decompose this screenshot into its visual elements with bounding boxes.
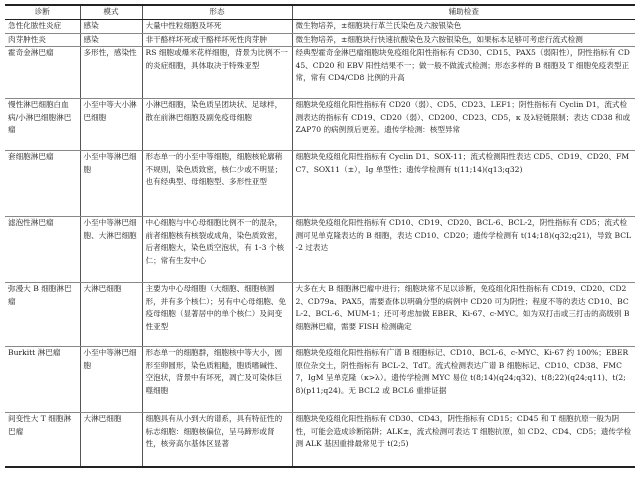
cell-pattern: 感染 xyxy=(80,20,142,34)
header-diagnosis: 诊断 xyxy=(5,5,80,20)
cell-pattern: 多形性，感染性 xyxy=(80,47,142,99)
cell-tests: 细胞块免疫组化阳性指标有广谱 B 细胞标记、CD10、BCL-6、c-MYC、Ki-67 约 100%；EBER 原位杂交土，阴性指标有 BCL-2、TdT。流式检测表达广谱 B 细胞标记、CD10、CD38、FMC7，IgM 呈单克隆（κ>λ）。遗传学检测 MYC 易位 t(8;14)(q24;q32)、t(8;22)(q24;q11)、t(2;8)(p11;q24)。无 BCL2 或 BCL6 重排证据 xyxy=(292,347,635,413)
lymphoma-diagnosis-table xyxy=(5,4,635,468)
cell-morphology: 中心细胞与中心母细胞比例不一的混杂，前者细胞核有核裂或成角，染色质致密，后者细胞大，染色质空泡状，有 1-3 个核仁；常有生发中心 xyxy=(142,217,292,283)
cell-morphology: 形态单一的小至中等细胞，细胞核轮廓稍不规则，染色质致密，核仁少或不明显；也有经典型、母细胞型、多形性亚型 xyxy=(142,151,292,217)
cell-diagnosis: 急性化脓性炎症 xyxy=(5,20,80,34)
cell-pattern: 小至中等淋巴细胞 xyxy=(80,347,142,413)
cell-diagnosis: 滤泡性淋巴瘤 xyxy=(5,217,80,283)
cell-morphology: 小淋巴细胞，染色质呈团块状、足球样，散在前淋巴细胞及副免疫母细胞 xyxy=(142,99,292,151)
cell-tests: 微生物培养，±细胞块行革兰氏染色及六胺银染色 xyxy=(292,20,635,34)
cell-tests: 细胞块免疫组化阳性指标有 CD20（弱）、CD5、CD23、LEF1；阴性指标有 Cyclin D1，流式检测表达的指标有 CD19、CD20（弱）、CD200、CD23、CD5，κ 及λ轻链限制；表达 CD38 和或 ZAP70 的病例预后更差。遗传学检测：核型异常 xyxy=(292,99,635,151)
cell-diagnosis: 弥漫大 B 细胞淋巴瘤 xyxy=(5,283,80,347)
cell-tests: 细胞块免疫组化阳性指标有 Cyclin D1、SOX-11；流式检测阳性表达 CD5、CD19、CD20、FMC7、SOX11（±），Ig 单型性；遗传学检测有 t(11;14)(q13;q32) xyxy=(292,151,635,217)
table-row xyxy=(5,47,635,99)
cell-tests: 经典型霍奇金淋巴瘤细胞块免疫组化阳性指标有 CD30、CD15、PAX5（弱阳性），阴性指标有 CD45、CD20 和 EBV 阳性结果不一；做一般不做流式检测；形态多样的 B 细胞及 T 细胞免疫表型正常，常有 CD4/CD8 比例的升高 xyxy=(292,47,635,99)
cell-morphology: 非干酪样坏死或干酪样坏死性肉芽肿 xyxy=(142,33,292,47)
cell-tests: 微生物培养，±细胞块行快速抗酸染色及六胺银染色，如果标本足够可考虑行流式检测 xyxy=(292,33,635,47)
cell-diagnosis: 套细胞淋巴瘤 xyxy=(5,151,80,217)
cell-pattern: 小至中等淋巴细胞 xyxy=(80,151,142,217)
cell-diagnosis: 慢性淋巴细胞白血病/小淋巴细胞淋巴瘤 xyxy=(5,99,80,151)
cell-tests: 细胞块免疫组化阳性指标有 CD10、CD19、CD20、BCL-6、BCL-2，阴性指标有 CD5；流式检测可见单克隆表达的 B 细胞，表达 CD10、CD20；遗传学检测有 t(14;18)(q32;q21)，导致 BCL-2 过表达 xyxy=(292,217,635,283)
cell-pattern: 大淋巴细胞 xyxy=(80,283,142,347)
table-row xyxy=(5,413,635,467)
cell-diagnosis: Burkitt 淋巴瘤 xyxy=(5,347,80,413)
cell-morphology: 形态单一的细胞群，细胞核中等大小，圆形至卵圆形，染色质粗糙，胞质嗜碱性、空泡状，背景中有坏死，凋亡及可染体巨噬细胞 xyxy=(142,347,292,413)
header-pattern: 模式 xyxy=(80,5,142,20)
cell-pattern: 小至中等淋巴细胞、大淋巴细胞 xyxy=(80,217,142,283)
header-ancillary-tests: 辅助检查 xyxy=(292,5,635,20)
cell-morphology: 细胞具有从小到大的谱系，具有特征性的标志细胞：细胞核偏位，呈马蹄形或肾性，核旁高尔基体区显著 xyxy=(142,413,292,467)
table-row xyxy=(5,283,635,347)
cell-morphology: RS 细胞或爆米花样细胞，背景为比例不一的炎症细胞，具体取决于特殊亚型 xyxy=(142,47,292,99)
cell-pattern: 小至中等大小淋巴细胞 xyxy=(80,99,142,151)
cell-pattern: 感染 xyxy=(80,33,142,47)
cell-diagnosis: 间变性大 T 细胞淋巴瘤 xyxy=(5,413,80,467)
cell-diagnosis: 霍奇金淋巴瘤 xyxy=(5,47,80,99)
cell-morphology: 大量中性粒细胞及坏死 xyxy=(142,20,292,34)
table-row xyxy=(5,20,635,34)
table-row xyxy=(5,33,635,47)
cell-diagnosis: 肉芽肿性炎 xyxy=(5,33,80,47)
cell-tests: 大多在大 B 细胞淋巴瘤中进行；细胞块常不足以诊断，免疫组化阳性指标有 CD19、CD20、CD22、CD79a、PAX5，需要查体以明确分型的病例中 CD20 可为阴性；程度不等的表达 CD10、BCL-2、BCL-6、MUM-1；还可考虑加做 EBER、Ki-67、c-MYC。如为双打击或三打击的高级别 B 细胞淋巴瘤，需要 FISH 检测确定 xyxy=(292,283,635,347)
header-morphology: 形态 xyxy=(142,5,292,20)
table-row xyxy=(5,347,635,413)
table-header-row xyxy=(5,5,635,20)
cell-morphology: 主要为中心母细胞（大细胞、细胞核圆形，并有多个核仁）；另有中心母细胞、免疫母细胞（显著居中的单个核仁）及间变性亚型 xyxy=(142,283,292,347)
table-row xyxy=(5,99,635,151)
table-row xyxy=(5,217,635,283)
cell-tests: 细胞块免疫组化阳性指标有 CD30、CD43，阴性指标有 CD15；CD45 和 T 细胞抗原一般为阴性，可能会造成诊断陷阱；ALK±，流式检测可表达 T 细胞抗原，如 CD2、CD4、CD5；遗传学检测 ALK 基因重排最常见于 t(2;5) xyxy=(292,413,635,467)
table-row xyxy=(5,151,635,217)
cell-pattern: 大淋巴细胞 xyxy=(80,413,142,467)
